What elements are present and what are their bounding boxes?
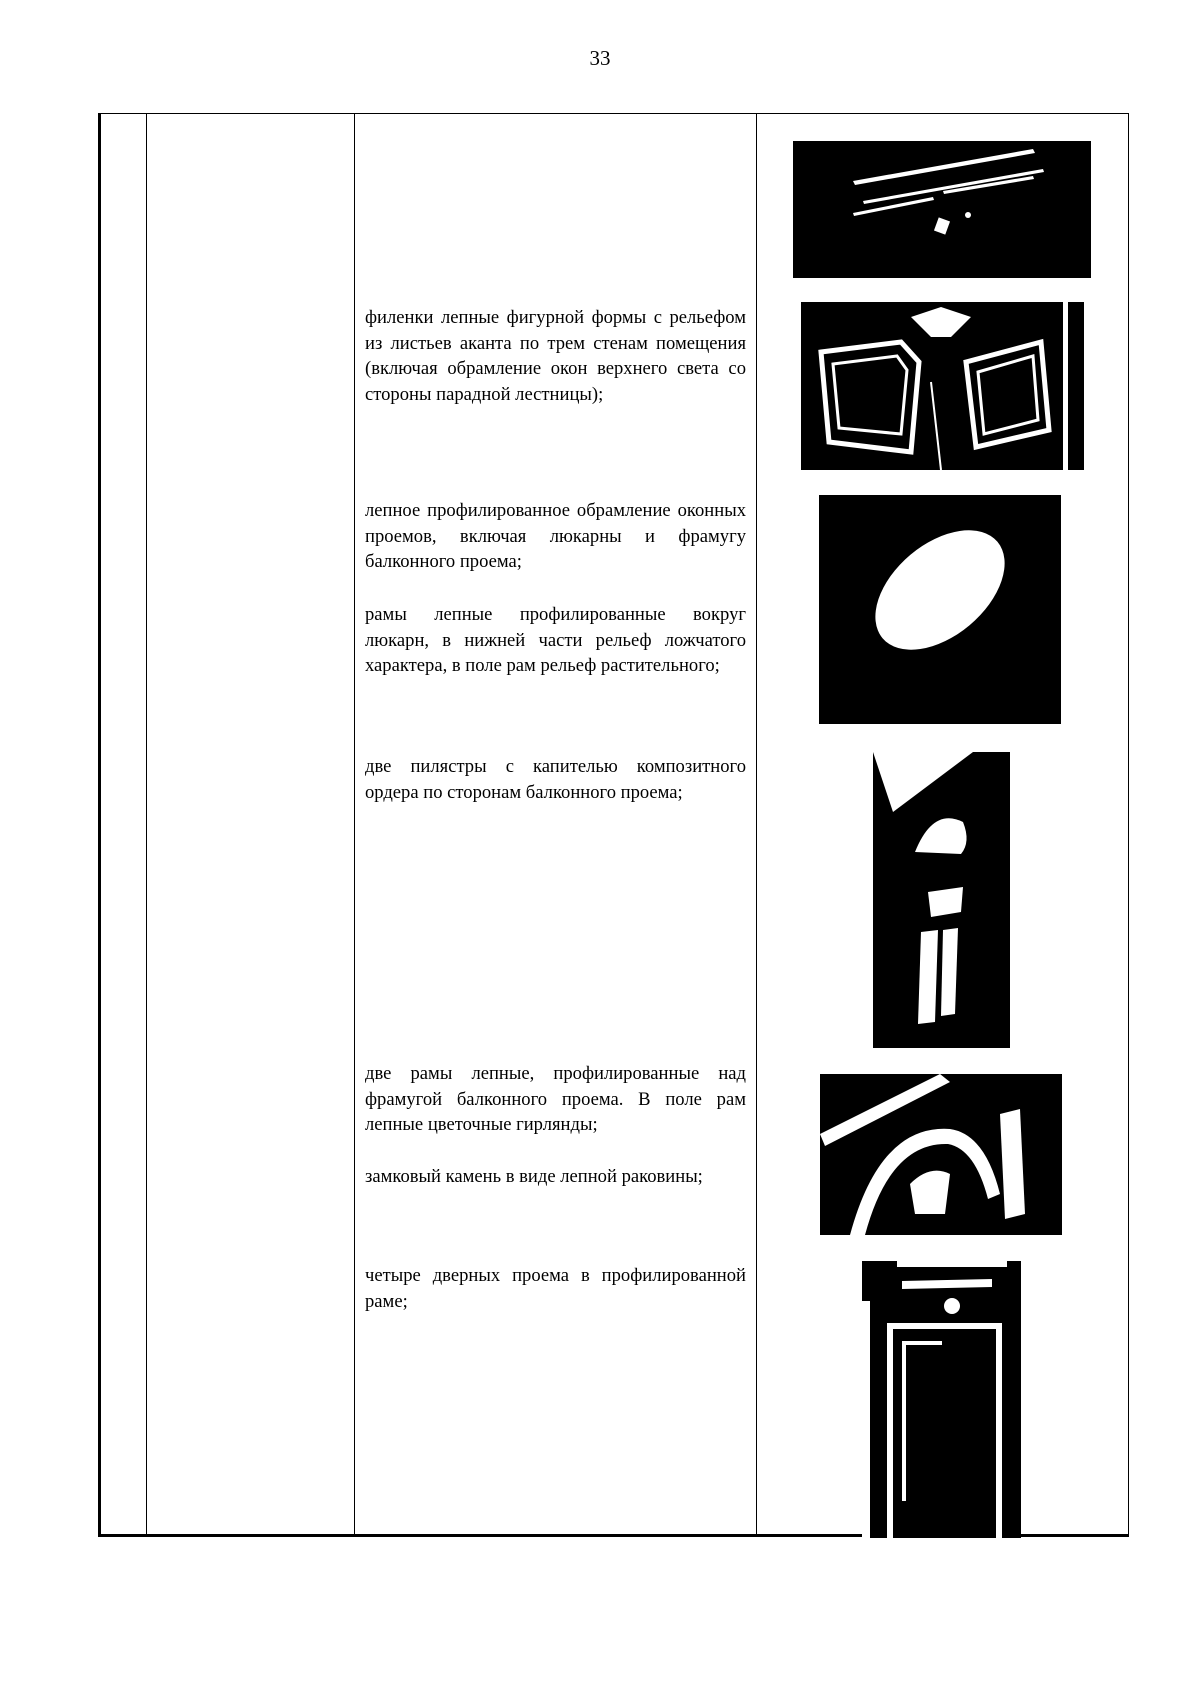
description-3: рамы лепные профилированные вокруг люкарн, в нижней части рельеф ложчатого характера, в поле рам рельеф растительного; — [365, 604, 746, 676]
arched-frame-photo — [820, 1074, 1062, 1235]
column-divider-2 — [354, 113, 355, 1537]
column-divider-1 — [146, 113, 147, 1537]
description-2: лепное профилированное обрамление оконных проемов, включая люкарны и фрамугу балконного проема; — [365, 500, 746, 572]
description-1: филенки лепные фигурной формы с рельефом из листьев аканта по трем стенам помещения (включая обрамление окон верхнего света со стороны парадной лестницы); — [365, 307, 746, 405]
page-number: 33 — [589, 46, 611, 70]
ceiling-cornice-photo — [793, 141, 1091, 278]
description-6: замковый камень в виде лепной раковины; — [365, 1166, 703, 1187]
description-7: четыре дверных проема в профилированной раме; — [365, 1265, 746, 1312]
doorway-photo — [862, 1261, 1021, 1538]
description-5: две рамы лепные, профилированные над фрамугой балконного проема. В поле рам лепные цветочные гирлянды; — [365, 1063, 746, 1135]
description-4: две пилястры с капителью композитного ордера по сторонам балконного проема; — [365, 756, 746, 803]
oval-lucarne-photo — [819, 495, 1061, 724]
column-divider-3 — [756, 113, 757, 1537]
molded-panels-photo — [801, 302, 1084, 470]
pilaster-photo — [873, 752, 1010, 1048]
